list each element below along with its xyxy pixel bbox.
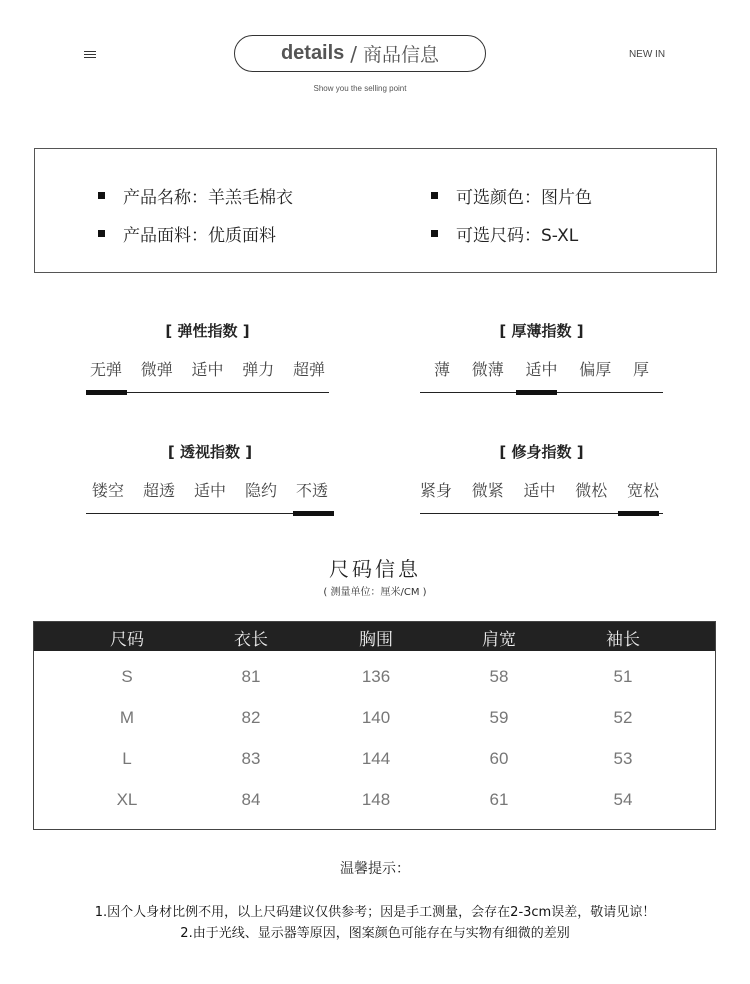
table-cell: 144 [361,749,391,768]
table-cell: 83 [241,749,261,768]
index-option: 适中 [191,360,224,379]
table-cell: L [122,749,132,768]
index-option: 微紧 [471,481,504,500]
info-item-label: 可选尺码：S-XL [456,226,579,246]
index-option: 紧身 [420,481,453,500]
info-item-label: 可选颜色：图片色 [456,188,592,208]
index-option: 超弹 [292,360,325,379]
index-options [420,478,663,501]
table-cell: 84 [241,790,261,809]
table-cell: 140 [361,708,391,727]
table-cell: 60 [489,749,509,768]
index-option: 微松 [575,481,608,500]
index-selected-marker [516,390,557,395]
product-info-box [34,148,717,273]
index-option: 厚 [632,360,649,379]
index-fit [420,441,663,516]
info-item-fabric [98,221,276,246]
bullet-icon [431,192,438,199]
info-item-color [431,183,592,208]
size-section-title: 尺码信息 [329,557,421,581]
index-option: 适中 [525,360,558,379]
title-en: details [280,42,345,64]
menu-icon[interactable] [84,51,96,59]
index-option: 隐约 [244,481,277,500]
index-option: 镂空 [92,481,125,500]
index-title: [ 修身指数 ] [499,443,584,461]
index-options [420,357,663,380]
header-cell: 肩宽 [482,630,516,650]
table-cell: 58 [489,667,509,686]
table-cell: 148 [361,790,391,809]
index-option: 薄 [434,360,451,379]
table-cell: 59 [489,708,509,727]
table-cell: 54 [613,790,633,809]
info-item-product-name [98,183,293,208]
title-separator: / [350,41,358,66]
index-thickness [420,320,663,395]
table-cell: 53 [613,749,633,768]
index-option: 适中 [193,481,226,500]
table-cell: S [121,667,133,686]
index-option: 超透 [142,481,175,500]
bullet-icon [431,230,438,237]
header-cell: 尺码 [110,630,144,650]
table-cell: 82 [241,708,261,727]
index-option: 微薄 [471,360,504,379]
tagline: Show you the selling point [313,84,407,93]
table-cell: XL [116,790,138,809]
index-title: [ 弹性指数 ] [165,322,250,340]
table-cell: 51 [613,667,633,686]
note-line-1: 1.因个人身材比例不用，以上尺码建议仅供参考；因是手工测量，会存在2-3cm误差，敬请见谅！ [94,905,656,920]
bullet-icon [98,230,105,237]
table-cell: 81 [241,667,261,686]
title-zh: 商品信息 [363,44,440,66]
size-table [33,621,716,830]
index-option: 宽松 [626,481,659,500]
header-cell: 胸围 [359,630,393,650]
info-item-label: 产品面料：优质面料 [123,226,276,246]
bullet-icon [98,192,105,199]
tips-title: 温馨提示： [340,861,410,877]
header-cell: 衣长 [234,630,268,650]
index-option: 偏厚 [579,360,612,379]
index-selected-marker [86,390,127,395]
index-option: 微弹 [140,360,173,379]
index-title: [ 透视指数 ] [167,443,253,461]
info-item-label: 产品名称：羊羔毛棉衣 [123,188,293,208]
table-cell: 136 [361,667,391,686]
index-option: 无弹 [90,360,123,379]
table-cell: 61 [489,790,509,809]
size-table-header [34,622,715,651]
size-section-unit: ( 测量单位：厘米/CM ) [323,587,427,598]
info-item-size [431,221,578,246]
index-elasticity [86,320,329,395]
index-title: [ 厚薄指数 ] [499,322,584,340]
table-cell: 52 [613,708,633,727]
note-line-2: 2.由于光线、显示器等原因，图案颜色可能存在与实物有细微的差别 [180,926,570,941]
details-title-pill [234,35,486,72]
header-cell: 袖长 [606,630,640,650]
index-option: 不透 [295,481,328,500]
table-cell: M [119,708,135,727]
index-option: 弹力 [242,360,275,379]
index-option: 适中 [523,481,556,500]
index-transparency [86,441,334,516]
index-selected-marker [618,511,659,516]
index-selected-marker [293,511,334,516]
new-in-label: NEW IN [628,49,666,60]
index-options [86,478,334,501]
index-options [86,357,329,380]
